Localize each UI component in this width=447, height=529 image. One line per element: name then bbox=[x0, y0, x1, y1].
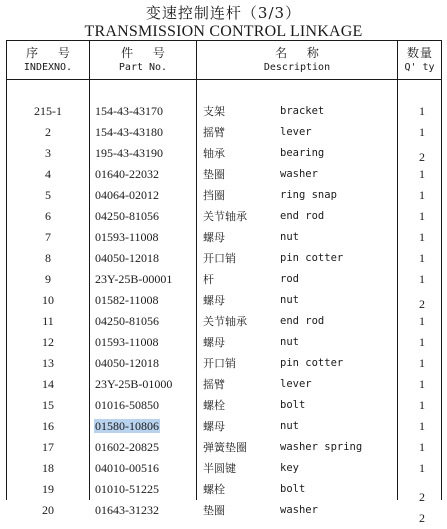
header-description bbox=[197, 42, 397, 78]
row-name-chinese: 垫圈 bbox=[203, 504, 225, 517]
header-part bbox=[90, 42, 196, 78]
table-row bbox=[0, 458, 447, 479]
table-row bbox=[0, 143, 447, 164]
row-index: 9 bbox=[45, 272, 51, 286]
table-row bbox=[0, 164, 447, 185]
table-row bbox=[0, 479, 447, 504]
table-row bbox=[0, 290, 447, 311]
row-name-english: pin cotter bbox=[280, 357, 344, 369]
table-row bbox=[0, 122, 447, 143]
row-name-english: bracket bbox=[280, 105, 325, 117]
row-index: 10 bbox=[42, 293, 54, 307]
header-part-en: Part No. bbox=[118, 62, 168, 73]
row-quantity: 2 bbox=[419, 150, 425, 164]
row-name-chinese: 摇臂 bbox=[203, 126, 225, 139]
row-quantity: 1 bbox=[419, 440, 425, 454]
row-quantity: 1 bbox=[419, 419, 425, 433]
row-index: 15 bbox=[42, 398, 54, 412]
row-name-chinese: 螺栓 bbox=[203, 483, 225, 496]
row-name-chinese: 开口销 bbox=[203, 252, 236, 265]
row-index: 215-1 bbox=[34, 104, 62, 118]
header-quantity-cn: 数量 bbox=[406, 46, 433, 60]
row-quantity: 1 bbox=[419, 104, 425, 118]
row-quantity: 1 bbox=[419, 377, 425, 391]
row-quantity: 1 bbox=[419, 251, 425, 265]
row-index: 17 bbox=[42, 440, 54, 454]
row-name-english: nut bbox=[280, 294, 299, 306]
row-name-english: bolt bbox=[280, 399, 306, 411]
row-name-chinese: 螺母 bbox=[203, 294, 225, 307]
row-name-english: nut bbox=[280, 420, 299, 432]
row-name-english: washer bbox=[280, 504, 318, 516]
row-part-number: 23Y-25B-01000 bbox=[95, 377, 173, 391]
row-part-number: 04050-12018 bbox=[95, 251, 159, 265]
table-header-border bbox=[6, 79, 442, 80]
row-part-number: 01643-31232 bbox=[95, 503, 159, 517]
header-part-cn: 件 号 bbox=[121, 46, 173, 60]
row-name-chinese: 螺栓 bbox=[203, 399, 225, 412]
row-name-chinese: 螺母 bbox=[203, 420, 225, 433]
row-part-number: 04010-00516 bbox=[95, 461, 159, 475]
table-row bbox=[0, 311, 447, 332]
row-quantity: 1 bbox=[419, 272, 425, 286]
row-name-chinese: 垫圈 bbox=[203, 168, 225, 181]
row-name-chinese: 挡圈 bbox=[203, 189, 225, 202]
table-row bbox=[0, 101, 447, 122]
row-name-english: pin cotter bbox=[280, 252, 344, 264]
row-part-number: 04050-12018 bbox=[95, 356, 159, 370]
row-name-english: washer spring bbox=[280, 441, 363, 453]
row-name-chinese: 半圆键 bbox=[203, 462, 236, 475]
row-name-english: nut bbox=[280, 231, 299, 243]
table-row bbox=[0, 206, 447, 227]
header-quantity-en: Q' ty bbox=[404, 62, 435, 73]
row-part-number: 01580-10806 bbox=[95, 419, 159, 433]
row-quantity: 2 bbox=[419, 297, 425, 311]
row-quantity: 1 bbox=[419, 125, 425, 139]
document-title-english: TRANSMISSION CONTROL LINKAGE bbox=[84, 23, 363, 40]
row-quantity: 1 bbox=[419, 230, 425, 244]
row-part-number: 04064-02012 bbox=[95, 188, 159, 202]
table-row bbox=[0, 185, 447, 206]
row-part-number: 01602-20825 bbox=[95, 440, 159, 454]
row-name-chinese: 支架 bbox=[203, 105, 225, 118]
row-name-english: washer bbox=[280, 168, 318, 180]
row-part-number: 01593-11008 bbox=[95, 230, 159, 244]
table-row bbox=[0, 269, 447, 290]
row-part-number: 23Y-25B-00001 bbox=[95, 272, 173, 286]
row-quantity: 1 bbox=[419, 314, 425, 328]
row-name-chinese: 螺母 bbox=[203, 336, 225, 349]
row-index: 13 bbox=[42, 356, 54, 370]
row-name-chinese: 关节轴承 bbox=[203, 315, 247, 328]
table-row bbox=[0, 374, 447, 395]
row-quantity: 1 bbox=[419, 461, 425, 475]
header-index-en: INDEXNO. bbox=[23, 62, 73, 73]
header-description-en: Description bbox=[263, 62, 331, 73]
row-name-english: key bbox=[280, 462, 299, 474]
document-title-chinese: 变速控制连杆（3/3） bbox=[145, 4, 302, 22]
table-row bbox=[0, 248, 447, 269]
row-name-chinese: 开口销 bbox=[203, 357, 236, 370]
row-name-english: nut bbox=[280, 336, 299, 348]
table-row bbox=[0, 395, 447, 416]
row-name-english: bolt bbox=[280, 483, 306, 495]
row-quantity: 1 bbox=[419, 356, 425, 370]
row-index: 11 bbox=[42, 314, 54, 328]
row-name-english: lever bbox=[280, 378, 312, 390]
table-top-border bbox=[6, 40, 442, 41]
row-name-english: bearing bbox=[280, 147, 325, 159]
row-index: 6 bbox=[45, 209, 51, 223]
row-name-english: end rod bbox=[280, 315, 325, 327]
row-index: 12 bbox=[42, 335, 54, 349]
row-index: 19 bbox=[42, 482, 54, 496]
table-row bbox=[0, 437, 447, 458]
row-quantity: 1 bbox=[419, 188, 425, 202]
row-part-number: 154-43-43170 bbox=[95, 104, 163, 118]
row-part-number: 01010-51225 bbox=[95, 482, 159, 496]
row-index: 18 bbox=[42, 461, 54, 475]
row-part-number: 01593-11008 bbox=[95, 335, 159, 349]
row-index: 8 bbox=[45, 251, 51, 265]
row-name-chinese: 弹簧垫圈 bbox=[203, 441, 247, 454]
row-name-english: ring snap bbox=[280, 189, 337, 201]
row-index: 20 bbox=[42, 503, 54, 517]
header-index-cn: 序 号 bbox=[26, 46, 78, 60]
table-row bbox=[0, 500, 447, 525]
row-name-english: end rod bbox=[280, 210, 325, 222]
row-name-chinese: 摇臂 bbox=[203, 378, 225, 391]
row-index: 4 bbox=[45, 167, 51, 181]
row-part-number: 01640-22032 bbox=[95, 167, 159, 181]
row-index: 2 bbox=[45, 125, 51, 139]
row-part-number: 04250-81056 bbox=[95, 314, 159, 328]
table-row bbox=[0, 332, 447, 353]
row-part-number: 195-43-43190 bbox=[95, 146, 163, 160]
table-row bbox=[0, 353, 447, 374]
parts-table-body bbox=[0, 101, 447, 525]
table-row bbox=[0, 227, 447, 248]
row-part-number: 01582-11008 bbox=[95, 293, 159, 307]
row-part-number: 154-43-43180 bbox=[95, 125, 163, 139]
row-name-english: rod bbox=[280, 273, 299, 285]
table-row bbox=[0, 416, 447, 437]
row-index: 3 bbox=[45, 146, 51, 160]
row-name-chinese: 杆 bbox=[203, 273, 214, 286]
row-index: 7 bbox=[45, 230, 51, 244]
row-part-number: 01016-50850 bbox=[95, 398, 159, 412]
header-description-cn: 名 称 bbox=[275, 46, 327, 60]
row-quantity: 1 bbox=[419, 167, 425, 181]
row-index: 14 bbox=[42, 377, 54, 391]
row-part-number: 04250-81056 bbox=[95, 209, 159, 223]
header-quantity bbox=[398, 42, 441, 78]
row-name-english: lever bbox=[280, 126, 312, 138]
row-index: 16 bbox=[42, 419, 54, 433]
row-quantity: 1 bbox=[419, 398, 425, 412]
row-quantity: 1 bbox=[419, 335, 425, 349]
row-name-chinese: 关节轴承 bbox=[203, 210, 247, 223]
header-index bbox=[7, 42, 89, 78]
row-name-chinese: 螺母 bbox=[203, 231, 225, 244]
row-quantity: 2 bbox=[419, 490, 425, 504]
row-index: 5 bbox=[45, 188, 51, 202]
row-name-chinese: 轴承 bbox=[203, 147, 225, 160]
row-quantity: 1 bbox=[419, 209, 425, 223]
row-quantity: 2 bbox=[419, 511, 425, 525]
